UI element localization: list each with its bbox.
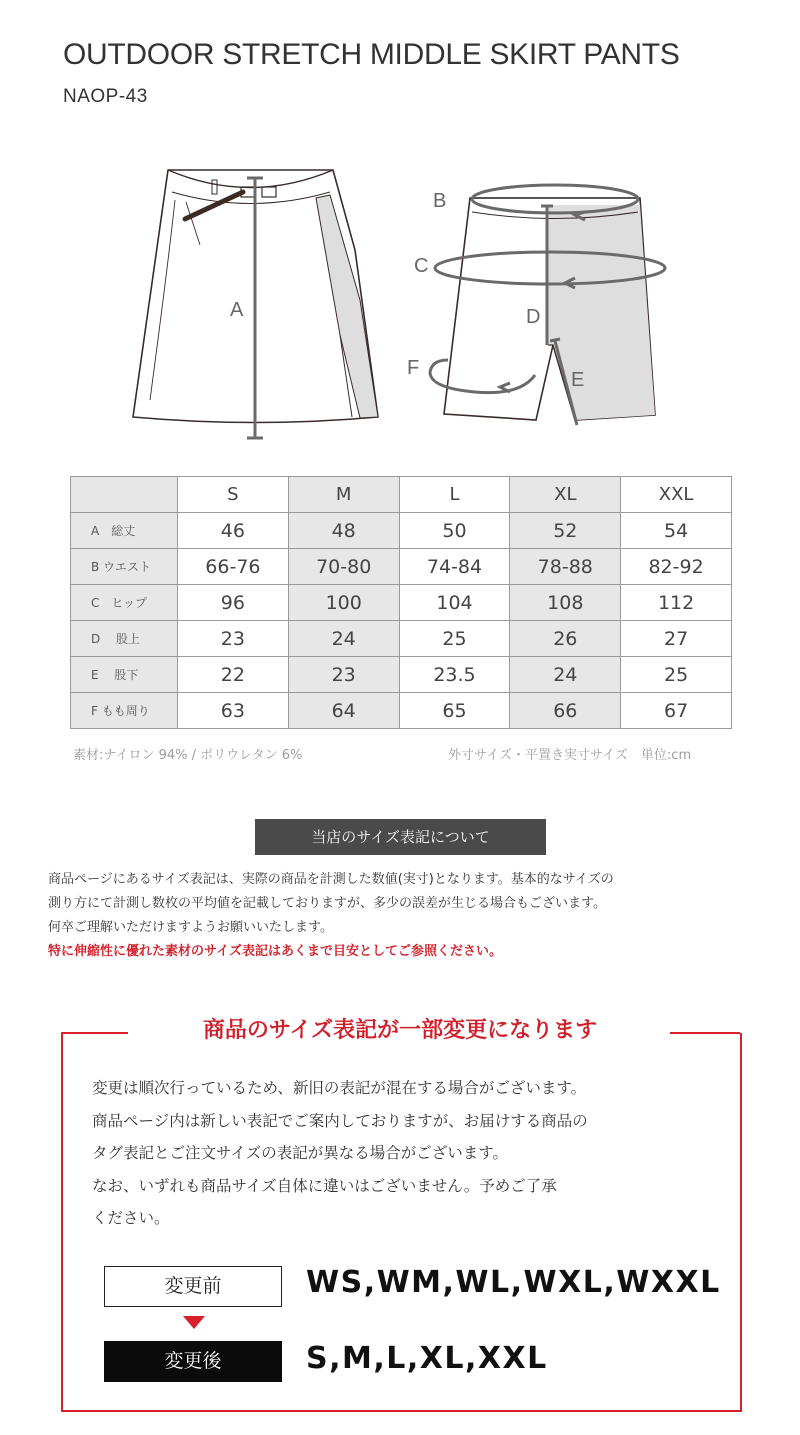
notice-border-left [61,1032,128,1034]
table-cell: 96 [178,585,289,621]
table-cell: 78-88 [510,549,621,585]
table-cell: 46 [178,513,289,549]
size-notation-heading: 当店のサイズ表記について [255,819,546,855]
table-row [71,693,732,729]
table-cell: 54 [621,513,732,549]
notice-line: ください。 [92,1209,170,1227]
after-value: S,M,L,XL,XXL [306,1341,548,1376]
table-header-row [71,477,732,513]
size-notation-warning: 特に伸縮性に優れた素材のサイズ表記はあくまで目安としてご参照ください。 [48,944,502,959]
table-cell: 48 [288,513,399,549]
size-notation-line: 何卒ご理解いただけますようお願いいたします。 [48,920,333,935]
table-cell: 23 [288,657,399,693]
svg-text:F: F [407,357,420,379]
table-cell: 25 [399,621,510,657]
header-blank [71,477,178,513]
size-notation-text [48,868,768,964]
row-label: B ウエスト [71,549,178,585]
row-label: C ヒップ [71,585,178,621]
table-cell: 52 [510,513,621,549]
svg-text:E: E [571,369,585,391]
header-size: L [399,477,510,513]
row-label: D 股上 [71,621,178,657]
notice-line: 商品ページ内は新しい表記でご案内しておりますが、お届けする商品の [92,1111,588,1130]
header-size: M [288,477,399,513]
table-row [71,657,732,693]
table-cell: 108 [510,585,621,621]
size-notation-line: 測り方にて計測し数枚の平均値を記載しておりますが、多少の誤差が生じる場合もございます。 [48,896,606,911]
arrow-down-icon [183,1316,205,1329]
notice-line: 変更は順次行っているため、新旧の表記が混在する場合がございます。 [92,1079,587,1097]
table-cell: 26 [510,621,621,657]
table-cell: 22 [178,657,289,693]
table-cell: 65 [399,693,510,729]
product-code: NAOP-43 [63,86,148,107]
shorts-drawing [444,198,655,420]
notice-body [92,1072,722,1235]
svg-text:A: A [230,299,244,321]
table-cell: 24 [510,657,621,693]
before-label: 変更前 [104,1266,282,1307]
before-value: WS,WM,WL,WXL,WXXL [306,1265,721,1300]
table-cell: 64 [288,693,399,729]
after-label: 変更後 [104,1341,282,1382]
row-label: A 総丈 [71,513,178,549]
material-note: 素材:ナイロン 94% / ポリウレタン 6% [73,748,303,763]
table-cell: 24 [288,621,399,657]
table-cell: 63 [178,693,289,729]
table-cell: 23 [178,621,289,657]
size-table [70,476,732,729]
table-cell: 50 [399,513,510,549]
notice-border-right [670,1032,740,1034]
table-row [71,585,732,621]
header-size: XXL [621,477,732,513]
table-cell: 112 [621,585,732,621]
table-row [71,621,732,657]
row-label: F もも周り [71,693,178,729]
product-title: OUTDOOR STRETCH MIDDLE SKIRT PANTS [63,38,680,71]
measurement-diagram [0,150,800,450]
table-cell: 100 [288,585,399,621]
table-cell: 104 [399,585,510,621]
svg-text:B: B [433,190,447,212]
table-cell: 82-92 [621,549,732,585]
header-size: S [178,477,289,513]
table-cell: 67 [621,693,732,729]
header-size: XL [510,477,621,513]
table-cell: 70-80 [288,549,399,585]
table-row [71,513,732,549]
row-label: E 股下 [71,657,178,693]
svg-text:C: C [414,255,429,277]
table-cell: 25 [621,657,732,693]
notice-line: なお、いずれも商品サイズ自体に違いはございません。予めご了承 [92,1176,557,1195]
notice-line: タグ表記とご注文サイズの表記が異なる場合がございます。 [92,1144,509,1162]
size-notation-line: 商品ページにあるサイズ表記は、実際の商品を計測した数値(実寸)となります。基本的なサイズの [48,872,614,887]
table-cell: 66-76 [178,549,289,585]
svg-text:D: D [526,306,541,328]
table-cell: 27 [621,621,732,657]
table-cell: 74-84 [399,549,510,585]
unit-note: 外寸サイズ・平置き実寸サイズ 単位:cm [448,748,692,763]
table-row [71,549,732,585]
notice-title: 商品のサイズ表記が一部変更になります [202,1018,598,1043]
table-cell: 66 [510,693,621,729]
table-cell: 23.5 [399,657,510,693]
